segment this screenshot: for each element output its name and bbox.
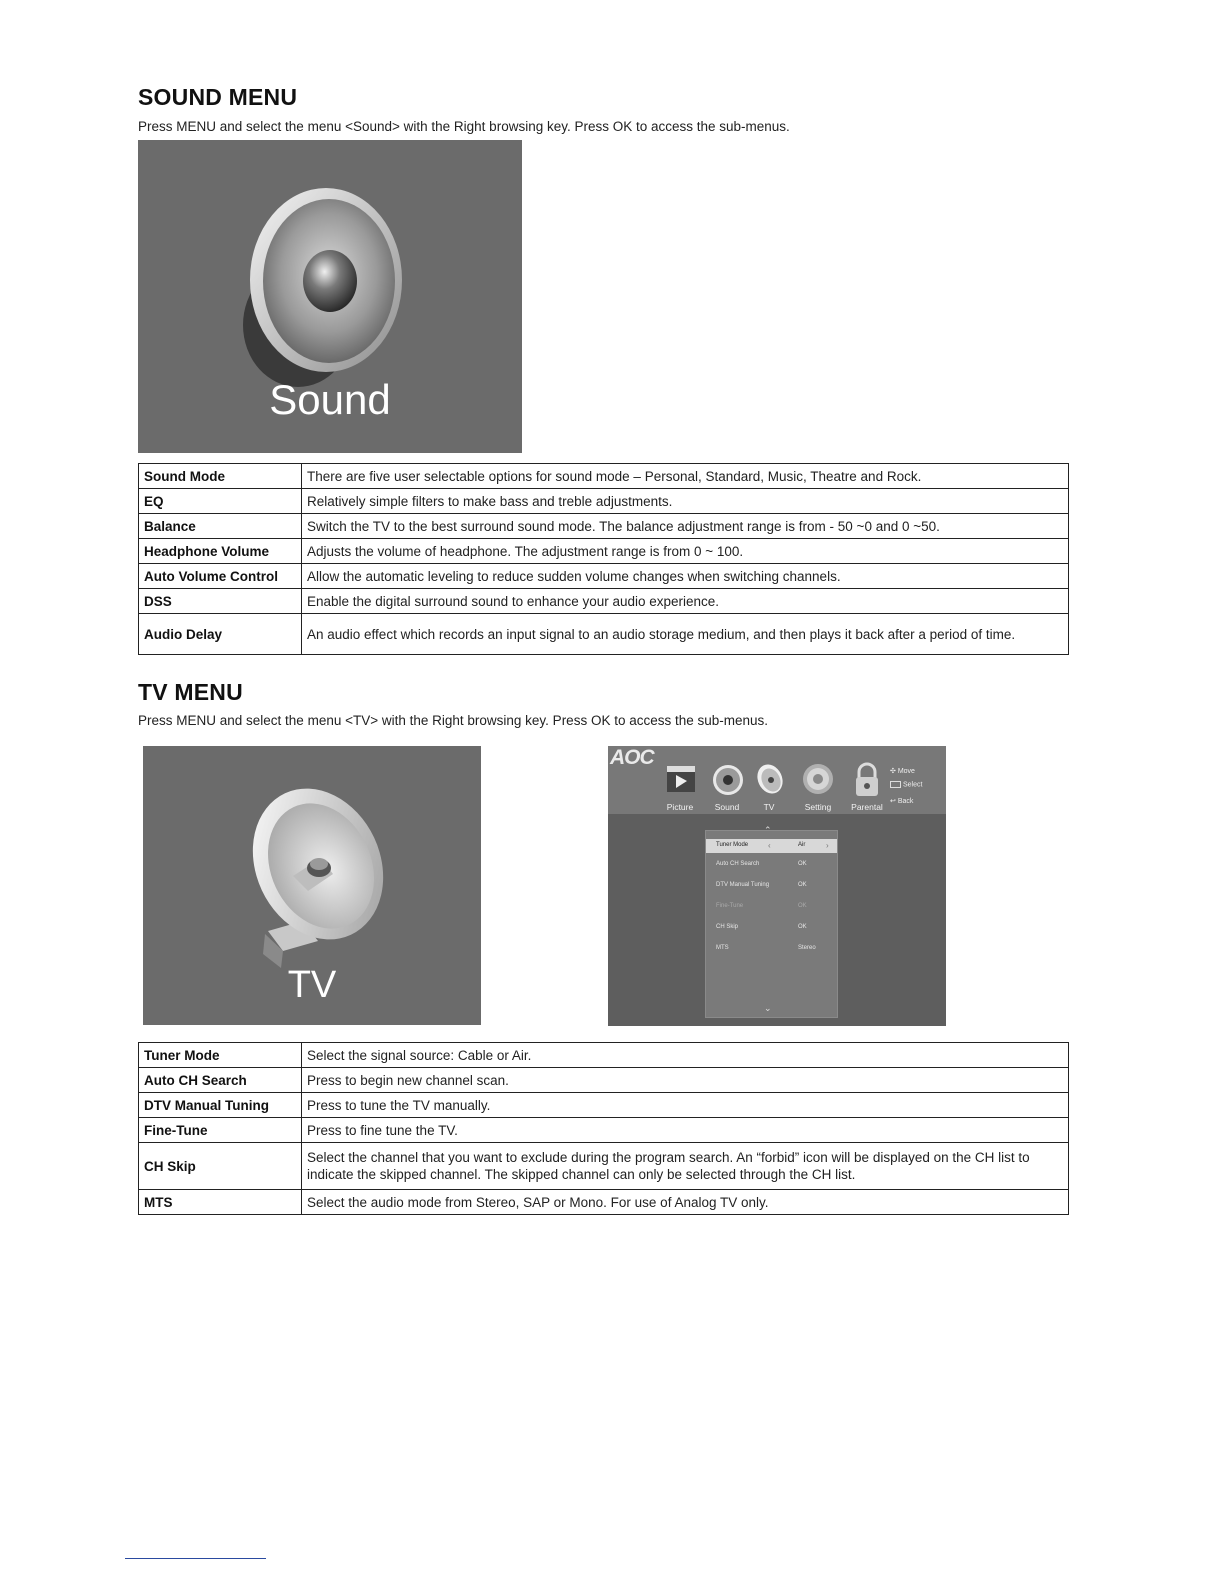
term-cell: EQ	[139, 489, 302, 514]
desc-cell: Adjusts the volume of headphone. The adjustment range is from 0 ~ 100.	[302, 539, 1069, 564]
term-cell: Sound Mode	[139, 464, 302, 489]
table-row	[139, 464, 1069, 489]
item-label: MTS	[716, 945, 729, 951]
tab-label: Picture	[666, 802, 694, 812]
term-cell: Tuner Mode	[139, 1043, 302, 1068]
item-label: DTV Manual Tuning	[716, 882, 770, 888]
list-item[interactable]	[706, 879, 837, 893]
term-cell: CH Skip	[139, 1143, 302, 1190]
list-item[interactable]	[706, 921, 837, 935]
table-row	[139, 1118, 1069, 1143]
desc-cell: There are five user selectable options for sound mode – Personal, Standard, Music, Theatre and Rock.	[302, 464, 1069, 489]
table-row	[139, 1043, 1069, 1068]
aoc-logo: AOC	[610, 746, 654, 769]
sound-menu-title: SOUND MENU	[138, 84, 298, 110]
clapperboard-icon	[656, 760, 704, 800]
tv-osd-screenshot	[608, 746, 946, 1026]
tab-picture[interactable]	[656, 760, 704, 812]
gear-icon	[794, 760, 842, 800]
table-row	[139, 1143, 1069, 1190]
table-row	[139, 614, 1069, 655]
table-row	[139, 589, 1069, 614]
desc-cell: Switch the TV to the best surround sound mode. The balance adjustment range is from - 50 ~0 and 0 ~50.	[302, 514, 1069, 539]
tab-label: Setting	[804, 802, 832, 812]
ok-button-icon	[890, 781, 901, 788]
chevron-left-icon[interactable]: ‹	[768, 841, 771, 850]
desc-cell: Select the audio mode from Stereo, SAP or Mono. For use of Analog TV only.	[302, 1190, 1069, 1215]
item-value: OK	[798, 861, 807, 867]
help-select-label: Select	[902, 781, 923, 789]
item-label: Tuner Mode	[716, 842, 749, 848]
item-value: OK	[798, 882, 807, 888]
desc-cell: Press to tune the TV manually.	[302, 1093, 1069, 1118]
tv-spec-table	[138, 1042, 1069, 1215]
list-item[interactable]	[706, 858, 837, 872]
tv-submenu-list	[705, 825, 838, 1018]
term-cell: DSS	[139, 589, 302, 614]
term-cell: Auto CH Search	[139, 1068, 302, 1093]
item-value: OK	[798, 924, 807, 930]
footer-rule	[125, 1558, 266, 1559]
term-cell: Audio Delay	[139, 614, 302, 655]
tab-label: Parental	[851, 802, 883, 812]
item-label: Fine-Tune	[716, 903, 744, 909]
tab-tv[interactable]	[745, 760, 793, 812]
table-row	[139, 1068, 1069, 1093]
desc-cell: An audio effect which records an input signal to an audio storage medium, and then plays it back after a period of time.	[302, 614, 1069, 655]
item-value: OK	[798, 903, 807, 909]
term-cell: MTS	[139, 1190, 302, 1215]
help-back	[890, 797, 913, 805]
chevron-up-icon[interactable]: ⌃	[764, 825, 772, 835]
term-cell: Auto Volume Control	[139, 564, 302, 589]
tab-label: TV	[763, 802, 775, 812]
sound-menu-intro: Press MENU and select the menu <Sound> with the Right browsing key. Press OK to access the sub-menus.	[138, 119, 790, 134]
item-label: Auto CH Search	[716, 861, 760, 867]
table-row	[139, 514, 1069, 539]
desc-cell: Press to fine tune the TV.	[302, 1118, 1069, 1143]
term-cell: Headphone Volume	[139, 539, 302, 564]
desc-cell: Select the channel that you want to exclude during the program search. An “forbid” icon will be displayed on the CH list to indicate the skipped channel. The skipped channel can only be selected through the CH list.	[302, 1143, 1069, 1190]
sound-spec-table	[138, 463, 1069, 655]
desc-cell: Press to begin new channel scan.	[302, 1068, 1069, 1093]
tv-menu-title: TV MENU	[138, 679, 243, 705]
tv-menu-panel	[143, 746, 481, 1025]
help-move	[890, 767, 915, 775]
table-row	[139, 539, 1069, 564]
table-row	[139, 1093, 1069, 1118]
tv-panel-label: TV	[287, 964, 337, 1006]
list-item[interactable]	[706, 942, 837, 956]
tv-menu-intro: Press MENU and select the menu <TV> with the Right browsing key. Press OK to access the sub-menus.	[138, 713, 769, 728]
desc-cell: Relatively simple filters to make bass and treble adjustments.	[302, 489, 1069, 514]
table-row	[139, 1190, 1069, 1215]
sound-panel-label: Sound	[269, 376, 391, 423]
tab-label: Sound	[714, 802, 740, 812]
satellite-dish-icon	[745, 760, 793, 800]
desc-cell: Select the signal source: Cable or Air.	[302, 1043, 1069, 1068]
help-select	[890, 781, 922, 788]
table-row	[139, 489, 1069, 514]
tab-setting[interactable]	[794, 760, 842, 812]
list-item[interactable]	[706, 839, 837, 853]
term-cell: Balance	[139, 514, 302, 539]
term-cell: Fine-Tune	[139, 1118, 302, 1143]
help-back-label: Back	[897, 798, 914, 805]
move-arrows-icon: ✣	[890, 768, 896, 775]
term-cell: DTV Manual Tuning	[139, 1093, 302, 1118]
chevron-down-icon[interactable]: ⌄	[764, 1003, 772, 1013]
speaker-icon	[703, 760, 751, 800]
table-row	[139, 564, 1069, 589]
desc-cell: Allow the automatic leveling to reduce sudden volume changes when switching channels.	[302, 564, 1069, 589]
list-item[interactable]	[706, 900, 837, 914]
item-value: Stereo	[798, 945, 816, 951]
lock-icon	[843, 760, 891, 800]
help-move-label: Move	[897, 768, 915, 775]
back-arrow-icon: ↩	[890, 798, 896, 805]
item-value: Air	[798, 842, 806, 848]
tab-sound[interactable]	[703, 760, 751, 812]
desc-cell: Enable the digital surround sound to enhance your audio experience.	[302, 589, 1069, 614]
chevron-right-icon[interactable]: ›	[826, 841, 829, 850]
tab-parental[interactable]	[843, 760, 891, 812]
item-label: CH Skip	[716, 924, 739, 930]
sound-menu-panel	[138, 140, 522, 453]
